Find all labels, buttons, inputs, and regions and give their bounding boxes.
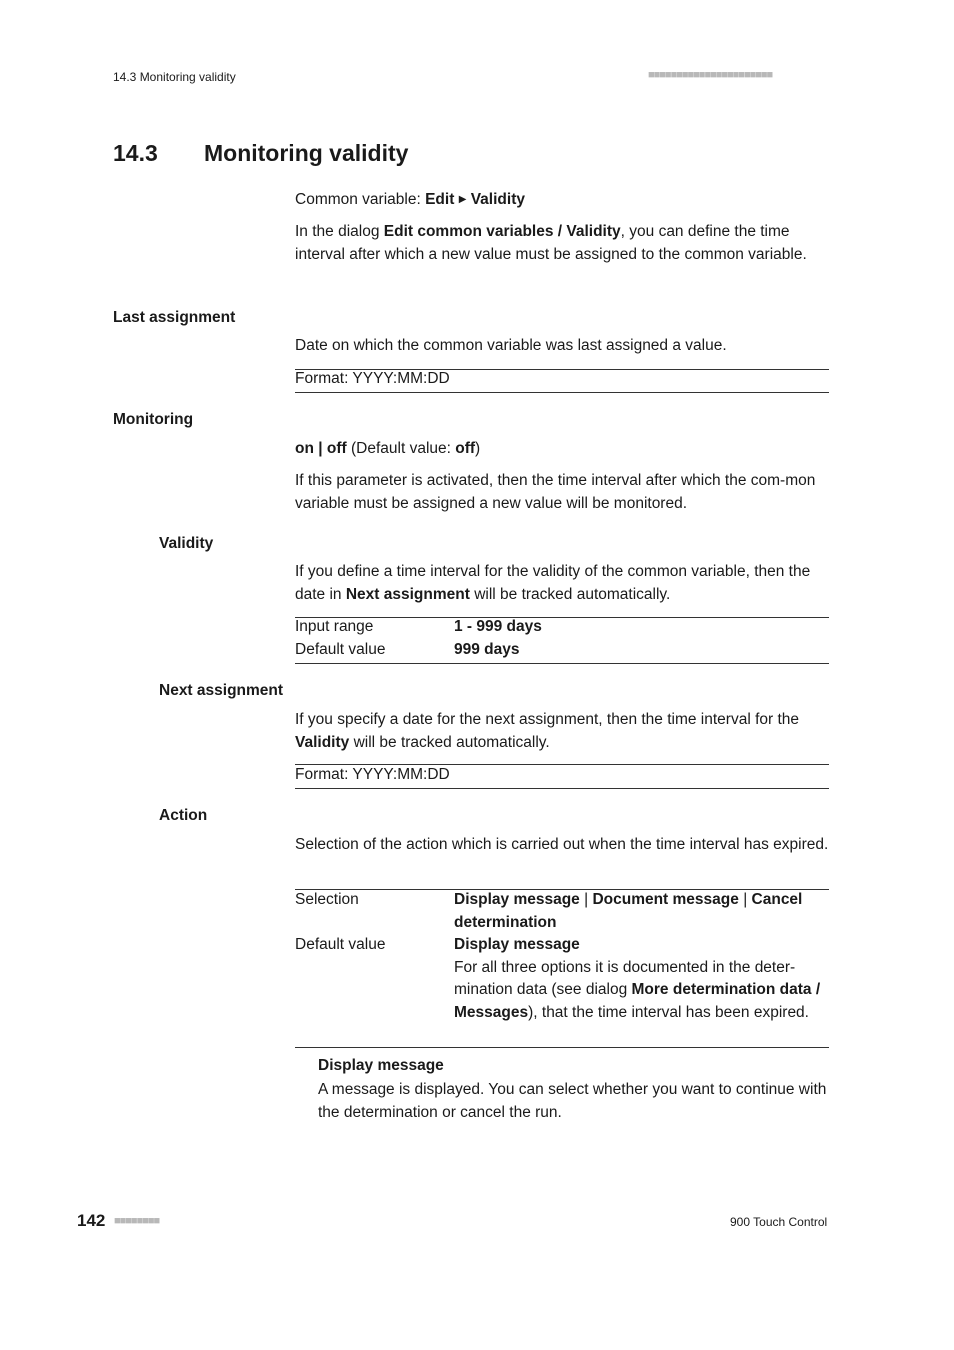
selection-values	[454, 889, 829, 934]
monitoring-default-suffix: )	[475, 440, 481, 457]
intro-text-2: , you can define the time interval after which a new value must be assigned to the common variable.	[295, 223, 807, 263]
intro-paragraph	[295, 221, 829, 266]
table-row	[295, 934, 829, 1024]
monitoring-values: on | off	[295, 440, 347, 457]
action-desc: Selection of the action which is carried out when the time interval has expired.	[295, 836, 829, 853]
monitoring-default-prefix: (Default value:	[346, 440, 456, 457]
validity-desc	[295, 561, 829, 606]
menu-path-validity: Validity	[470, 191, 525, 208]
arrow-right-icon: ▶	[458, 194, 467, 205]
validity-text-2: will be tracked automatically.	[469, 585, 671, 603]
divider	[295, 392, 829, 393]
menu-path-prefix: Common variable:	[295, 191, 421, 208]
option-document-message: Document message	[592, 891, 739, 908]
section-number: 14.3	[113, 140, 158, 166]
section-heading: Monitoring validity	[204, 140, 409, 166]
next-assignment-ref: Validity	[295, 733, 350, 751]
last-assignment-label: Last assignment	[113, 309, 236, 326]
default-value-key: Default value	[295, 936, 386, 953]
option-separator: |	[579, 891, 593, 908]
divider	[295, 788, 829, 789]
last-assignment-format: Format: YYYY:MM:DD	[295, 370, 450, 387]
monitoring-desc: If this parameter is activated, then the time interval after which the com-mon variable must be assigned a new value will be monitored.	[295, 472, 816, 512]
table-row	[295, 616, 542, 639]
table-row	[295, 889, 829, 934]
running-header-section: 14.3 Monitoring validity	[113, 70, 236, 84]
running-header-dots: ■■■■■■■■■■■■■■■■■■■■■■	[648, 69, 773, 81]
monitoring-label: Monitoring	[113, 411, 194, 428]
input-range-value: 1 - 999 days	[454, 618, 542, 635]
table-row	[295, 639, 542, 662]
action-note-text-2: ), that the time interval has been expired.	[528, 1003, 809, 1021]
next-assignment-text-2: will be tracked automatically.	[349, 733, 550, 751]
divider	[295, 1047, 829, 1048]
option-display-message: Display message	[454, 891, 580, 908]
intro-text-1: In the dialog	[295, 223, 384, 240]
validity-text-1: If you define a time interval for the validity of the common variable, then the date in	[295, 563, 811, 603]
next-assignment-text-1: If you specify a date for the next assignment, then the time interval for the	[295, 711, 800, 728]
display-message-label: Display message	[318, 1057, 444, 1074]
default-value-value: Display message	[454, 936, 580, 953]
next-assignment-label: Next assignment	[159, 682, 284, 699]
page-number: 142	[77, 1211, 106, 1230]
selection-key: Selection	[295, 891, 359, 908]
default-value-cell	[454, 934, 829, 1024]
action-note-dialog: More determination data / Messages	[454, 981, 821, 1021]
option-cancel-determination: Cancel determination	[454, 891, 803, 931]
next-assignment-format: Format: YYYY:MM:DD	[295, 766, 450, 783]
default-value-value: 999 days	[454, 640, 520, 658]
monitoring-options	[295, 438, 829, 461]
validity-table	[295, 616, 829, 661]
section-title	[113, 140, 408, 167]
action-label: Action	[159, 807, 208, 824]
next-assignment-desc	[295, 709, 829, 754]
intro-dialog-name: Edit common variables / Validity	[383, 223, 621, 240]
last-assignment-desc: Date on which the common variable was last assigned a value.	[295, 337, 727, 354]
action-note-text-1: For all three options it is documented in the deter-mination data (see dialog	[454, 958, 796, 998]
validity-ref: Next assignment	[345, 585, 470, 603]
monitoring-default-value: off	[455, 440, 476, 457]
footer-dots: ■■■■■■■■	[114, 1215, 160, 1227]
option-separator: |	[738, 891, 752, 908]
menu-path-edit: Edit	[425, 191, 455, 208]
display-message-desc: A message is displayed. You can select whether you want to continue with the determination or cancel the run.	[318, 1081, 827, 1121]
menu-path	[295, 189, 829, 212]
input-range-key: Input range	[295, 618, 374, 635]
validity-label: Validity	[159, 535, 214, 552]
action-table	[295, 889, 829, 1024]
divider	[295, 663, 829, 664]
product-name: 900 Touch Control	[730, 1215, 828, 1229]
default-value-key: Default value	[295, 640, 386, 658]
